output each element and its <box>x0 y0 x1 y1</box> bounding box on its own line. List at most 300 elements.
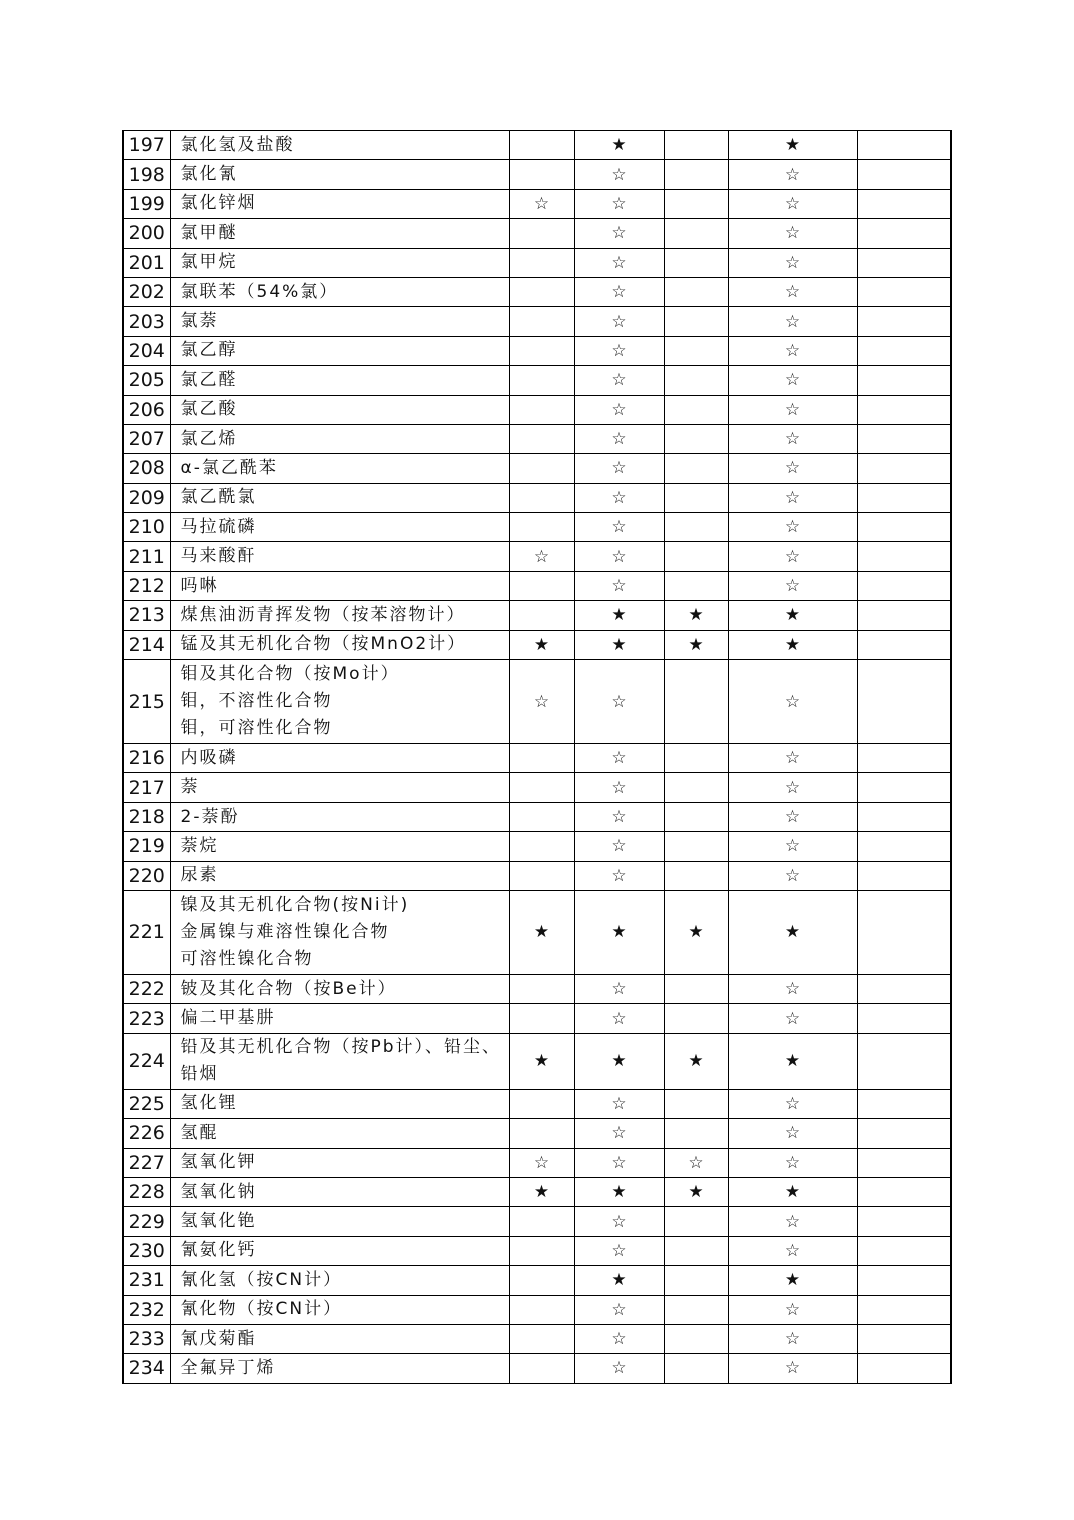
outline-star-icon: ☆ <box>728 513 857 542</box>
outline-star-icon: ☆ <box>574 660 664 744</box>
substance-name <box>170 1177 509 1206</box>
filled-star-icon: ★ <box>574 890 664 974</box>
empty-cell <box>857 336 951 365</box>
outline-star-icon: ☆ <box>574 513 664 542</box>
outline-star-icon: ☆ <box>728 1119 857 1148</box>
filled-star-icon: ★ <box>574 630 664 659</box>
empty-cell <box>664 660 728 744</box>
table-row <box>123 1089 951 1118</box>
filled-star-icon: ★ <box>728 1033 857 1089</box>
substance-name <box>170 454 509 483</box>
substance-name <box>170 571 509 600</box>
outline-star-icon: ☆ <box>574 542 664 571</box>
row-number: 206 <box>123 395 170 424</box>
substance-name-line: 钼，可溶性化合物 <box>180 718 333 739</box>
outline-star-icon: ☆ <box>728 189 857 218</box>
row-number: 232 <box>123 1295 170 1324</box>
substance-name <box>170 483 509 512</box>
substance-name-line: 吗啉 <box>180 575 219 596</box>
empty-cell <box>509 160 574 189</box>
empty-cell <box>857 660 951 744</box>
table-row <box>123 744 951 773</box>
row-number: 216 <box>123 744 170 773</box>
substance-name <box>170 1236 509 1265</box>
empty-cell <box>509 1354 574 1383</box>
empty-cell <box>857 513 951 542</box>
table-row <box>123 366 951 395</box>
outline-star-icon: ☆ <box>728 1148 857 1177</box>
table-row <box>123 1004 951 1033</box>
substance-name <box>170 773 509 802</box>
empty-cell <box>664 336 728 365</box>
substance-name-line: 铅及其无机化合物（按Pb计）、铅尘、 <box>180 1037 502 1058</box>
empty-cell <box>509 307 574 336</box>
filled-star-icon: ★ <box>574 601 664 630</box>
filled-star-icon: ★ <box>664 601 728 630</box>
substance-name <box>170 307 509 336</box>
filled-star-icon: ★ <box>574 1177 664 1206</box>
empty-cell <box>509 336 574 365</box>
row-number: 223 <box>123 1004 170 1033</box>
empty-cell <box>509 219 574 248</box>
substance-name <box>170 744 509 773</box>
empty-cell <box>509 861 574 890</box>
empty-cell <box>664 483 728 512</box>
substance-name-line: 钼及其化合物（按Mo计） <box>180 664 400 685</box>
empty-cell <box>664 1266 728 1295</box>
substance-name-line: 镍及其无机化合物(按Ni计) <box>180 894 410 915</box>
substance-name <box>170 189 509 218</box>
substance-name-line: 氢醌 <box>180 1122 219 1143</box>
outline-star-icon: ☆ <box>574 1089 664 1118</box>
outline-star-icon: ☆ <box>728 1354 857 1383</box>
substance-name <box>170 974 509 1003</box>
substance-name <box>170 832 509 861</box>
table-row <box>123 1207 951 1236</box>
row-number: 197 <box>123 131 170 160</box>
empty-cell <box>664 1119 728 1148</box>
table-row <box>123 1177 951 1206</box>
empty-cell <box>664 832 728 861</box>
empty-cell <box>664 1004 728 1033</box>
empty-cell <box>509 601 574 630</box>
outline-star-icon: ☆ <box>728 395 857 424</box>
outline-star-icon: ☆ <box>574 1324 664 1353</box>
substance-name-line: 铅烟 <box>180 1064 219 1085</box>
empty-cell <box>509 1119 574 1148</box>
outline-star-icon: ☆ <box>509 189 574 218</box>
row-number: 211 <box>123 542 170 571</box>
substance-name <box>170 1266 509 1295</box>
outline-star-icon: ☆ <box>574 395 664 424</box>
substance-name <box>170 513 509 542</box>
outline-star-icon: ☆ <box>728 277 857 306</box>
substance-name-line: 钼，不溶性化合物 <box>180 691 333 712</box>
table-row <box>123 1295 951 1324</box>
empty-cell <box>857 861 951 890</box>
empty-cell <box>509 1207 574 1236</box>
table-row <box>123 1236 951 1265</box>
table-row <box>123 802 951 831</box>
empty-cell <box>509 1004 574 1033</box>
empty-cell <box>664 248 728 277</box>
outline-star-icon: ☆ <box>728 219 857 248</box>
empty-cell <box>857 1148 951 1177</box>
empty-cell <box>857 890 951 974</box>
outline-star-icon: ☆ <box>574 160 664 189</box>
substance-name-line: 马来酸酐 <box>180 546 257 567</box>
substance-name <box>170 336 509 365</box>
row-number: 234 <box>123 1354 170 1383</box>
empty-cell <box>664 1089 728 1118</box>
outline-star-icon: ☆ <box>574 1148 664 1177</box>
row-number: 224 <box>123 1033 170 1089</box>
outline-star-icon: ☆ <box>574 1004 664 1033</box>
outline-star-icon: ☆ <box>574 1119 664 1148</box>
filled-star-icon: ★ <box>574 1033 664 1089</box>
substance-name <box>170 160 509 189</box>
outline-star-icon: ☆ <box>574 454 664 483</box>
empty-cell <box>509 1236 574 1265</box>
outline-star-icon: ☆ <box>728 861 857 890</box>
empty-cell <box>509 424 574 453</box>
row-number: 201 <box>123 248 170 277</box>
substance-name-line: 氯化氢及盐酸 <box>180 134 295 155</box>
substance-name <box>170 542 509 571</box>
substance-name-line: 氯乙醇 <box>180 340 238 361</box>
empty-cell <box>857 1266 951 1295</box>
table-row <box>123 630 951 659</box>
filled-star-icon: ★ <box>728 1266 857 1295</box>
empty-cell <box>664 1354 728 1383</box>
outline-star-icon: ☆ <box>574 1295 664 1324</box>
row-number: 210 <box>123 513 170 542</box>
empty-cell <box>509 454 574 483</box>
outline-star-icon: ☆ <box>509 1148 574 1177</box>
substance-name-line: 氢氧化钾 <box>180 1152 257 1173</box>
empty-cell <box>509 483 574 512</box>
substance-name-line: 2-萘酚 <box>180 806 240 827</box>
filled-star-icon: ★ <box>574 131 664 160</box>
empty-cell <box>857 1354 951 1383</box>
empty-cell <box>664 773 728 802</box>
empty-cell <box>664 366 728 395</box>
empty-cell <box>857 1089 951 1118</box>
row-number: 217 <box>123 773 170 802</box>
substance-name-line: 氯化锌烟 <box>180 193 257 214</box>
empty-cell <box>664 571 728 600</box>
substance-name <box>170 1119 509 1148</box>
row-number: 226 <box>123 1119 170 1148</box>
table-row <box>123 1266 951 1295</box>
empty-cell <box>664 861 728 890</box>
substance-name-line: 氰化物（按CN计） <box>180 1299 343 1320</box>
empty-cell <box>509 248 574 277</box>
row-number: 222 <box>123 974 170 1003</box>
substance-name <box>170 890 509 974</box>
empty-cell <box>664 131 728 160</box>
substance-name <box>170 1295 509 1324</box>
empty-cell <box>509 974 574 1003</box>
row-number: 233 <box>123 1324 170 1353</box>
substance-name-line: 氯甲醚 <box>180 222 238 243</box>
outline-star-icon: ☆ <box>728 366 857 395</box>
table-row <box>123 1324 951 1353</box>
table-row <box>123 454 951 483</box>
row-number: 229 <box>123 1207 170 1236</box>
substance-name-line: 氢氧化铯 <box>180 1211 257 1232</box>
filled-star-icon: ★ <box>728 131 857 160</box>
table-row <box>123 660 951 744</box>
empty-cell <box>509 744 574 773</box>
empty-cell <box>664 802 728 831</box>
outline-star-icon: ☆ <box>728 802 857 831</box>
empty-cell <box>857 1207 951 1236</box>
empty-cell <box>857 1295 951 1324</box>
substance-name-line: 氯乙烯 <box>180 428 238 449</box>
row-number: 230 <box>123 1236 170 1265</box>
outline-star-icon: ☆ <box>728 160 857 189</box>
substance-name-line: 煤焦油沥青挥发物（按苯溶物计） <box>180 604 466 625</box>
substance-name-line: 氯萘 <box>180 311 219 332</box>
row-number: 199 <box>123 189 170 218</box>
empty-cell <box>664 307 728 336</box>
filled-star-icon: ★ <box>664 1033 728 1089</box>
empty-cell <box>664 1295 728 1324</box>
empty-cell <box>509 1295 574 1324</box>
empty-cell <box>664 424 728 453</box>
empty-cell <box>857 1236 951 1265</box>
filled-star-icon: ★ <box>728 630 857 659</box>
outline-star-icon: ☆ <box>728 424 857 453</box>
substance-name <box>170 660 509 744</box>
table-body <box>123 131 951 1384</box>
table-row <box>123 219 951 248</box>
empty-cell <box>664 219 728 248</box>
empty-cell <box>857 1033 951 1089</box>
substance-name <box>170 1207 509 1236</box>
filled-star-icon: ★ <box>664 630 728 659</box>
table-row <box>123 189 951 218</box>
table-row <box>123 1119 951 1148</box>
table-row <box>123 424 951 453</box>
row-number: 203 <box>123 307 170 336</box>
empty-cell <box>664 160 728 189</box>
table-row <box>123 1148 951 1177</box>
substance-name-line: α-氯乙酰苯 <box>180 457 278 478</box>
outline-star-icon: ☆ <box>728 1207 857 1236</box>
table-row <box>123 974 951 1003</box>
outline-star-icon: ☆ <box>728 336 857 365</box>
empty-cell <box>664 395 728 424</box>
empty-cell <box>857 1177 951 1206</box>
substance-name-line: 尿素 <box>180 865 219 886</box>
outline-star-icon: ☆ <box>574 307 664 336</box>
row-number: 198 <box>123 160 170 189</box>
empty-cell <box>857 542 951 571</box>
substance-name-line: 氯联苯（54%氯） <box>180 281 339 302</box>
substance-name <box>170 1089 509 1118</box>
substance-name <box>170 366 509 395</box>
outline-star-icon: ☆ <box>574 483 664 512</box>
outline-star-icon: ☆ <box>574 219 664 248</box>
outline-star-icon: ☆ <box>728 832 857 861</box>
empty-cell <box>857 307 951 336</box>
substance-name <box>170 424 509 453</box>
empty-cell <box>509 773 574 802</box>
empty-cell <box>509 571 574 600</box>
table-row <box>123 1033 951 1089</box>
substance-name <box>170 630 509 659</box>
empty-cell <box>857 1004 951 1033</box>
outline-star-icon: ☆ <box>728 571 857 600</box>
filled-star-icon: ★ <box>728 601 857 630</box>
substance-name-line: 氯乙醛 <box>180 369 238 390</box>
table-row <box>123 832 951 861</box>
outline-star-icon: ☆ <box>728 974 857 1003</box>
table-row <box>123 160 951 189</box>
table-row <box>123 307 951 336</box>
substance-name <box>170 1033 509 1089</box>
outline-star-icon: ☆ <box>728 454 857 483</box>
row-number: 204 <box>123 336 170 365</box>
row-number: 228 <box>123 1177 170 1206</box>
substance-name <box>170 277 509 306</box>
outline-star-icon: ☆ <box>728 483 857 512</box>
outline-star-icon: ☆ <box>574 802 664 831</box>
outline-star-icon: ☆ <box>574 773 664 802</box>
table-row <box>123 601 951 630</box>
row-number: 231 <box>123 1266 170 1295</box>
filled-star-icon: ★ <box>664 890 728 974</box>
substance-name-line: 氢化锂 <box>180 1093 238 1114</box>
hazard-table <box>122 130 952 1384</box>
empty-cell <box>857 366 951 395</box>
row-number: 219 <box>123 832 170 861</box>
empty-cell <box>509 1089 574 1118</box>
substance-name-line: 内吸磷 <box>180 747 238 768</box>
empty-cell <box>664 542 728 571</box>
empty-cell <box>857 248 951 277</box>
substance-name-line: 偏二甲基肼 <box>180 1008 276 1029</box>
empty-cell <box>509 802 574 831</box>
filled-star-icon: ★ <box>509 890 574 974</box>
outline-star-icon: ☆ <box>509 542 574 571</box>
empty-cell <box>509 131 574 160</box>
table-row <box>123 248 951 277</box>
empty-cell <box>664 1207 728 1236</box>
empty-cell <box>857 744 951 773</box>
row-number: 220 <box>123 861 170 890</box>
substance-name <box>170 802 509 831</box>
substance-name-line: 氰氨化钙 <box>180 1240 257 1261</box>
substance-name-line: 氯化氰 <box>180 164 238 185</box>
substance-name-line: 氯乙酸 <box>180 399 238 420</box>
substance-name <box>170 395 509 424</box>
empty-cell <box>857 773 951 802</box>
substance-name-line: 氯甲烷 <box>180 252 238 273</box>
empty-cell <box>857 160 951 189</box>
empty-cell <box>857 974 951 1003</box>
substance-name-line: 氰化氢（按CN计） <box>180 1269 343 1290</box>
empty-cell <box>857 601 951 630</box>
substance-name <box>170 1324 509 1353</box>
filled-star-icon: ★ <box>509 630 574 659</box>
empty-cell <box>664 1324 728 1353</box>
table-row <box>123 483 951 512</box>
outline-star-icon: ☆ <box>728 773 857 802</box>
outline-star-icon: ☆ <box>728 307 857 336</box>
empty-cell <box>857 189 951 218</box>
empty-cell <box>857 630 951 659</box>
empty-cell <box>857 277 951 306</box>
empty-cell <box>857 395 951 424</box>
row-number: 227 <box>123 1148 170 1177</box>
outline-star-icon: ☆ <box>574 571 664 600</box>
row-number: 212 <box>123 571 170 600</box>
table-row <box>123 131 951 160</box>
outline-star-icon: ☆ <box>574 189 664 218</box>
table-row <box>123 890 951 974</box>
substance-name-line: 氯乙酰氯 <box>180 487 257 508</box>
substance-name <box>170 1354 509 1383</box>
empty-cell <box>857 1119 951 1148</box>
substance-name-line: 锰及其无机化合物（按MnO2计） <box>180 634 467 655</box>
table-row <box>123 336 951 365</box>
outline-star-icon: ☆ <box>574 832 664 861</box>
substance-name <box>170 219 509 248</box>
empty-cell <box>509 513 574 542</box>
outline-star-icon: ☆ <box>728 1089 857 1118</box>
empty-cell <box>857 832 951 861</box>
substance-name <box>170 861 509 890</box>
empty-cell <box>509 1266 574 1295</box>
outline-star-icon: ☆ <box>574 1236 664 1265</box>
substance-name-line: 萘 <box>180 777 200 798</box>
outline-star-icon: ☆ <box>574 974 664 1003</box>
table-row <box>123 861 951 890</box>
row-number: 209 <box>123 483 170 512</box>
row-number: 205 <box>123 366 170 395</box>
table-row <box>123 773 951 802</box>
empty-cell <box>857 424 951 453</box>
table-row <box>123 542 951 571</box>
empty-cell <box>857 571 951 600</box>
empty-cell <box>664 974 728 1003</box>
empty-cell <box>857 802 951 831</box>
outline-star-icon: ☆ <box>664 1148 728 1177</box>
filled-star-icon: ★ <box>728 1177 857 1206</box>
outline-star-icon: ☆ <box>728 1004 857 1033</box>
outline-star-icon: ☆ <box>728 542 857 571</box>
row-number: 208 <box>123 454 170 483</box>
empty-cell <box>664 277 728 306</box>
substance-name-line: 铍及其化合物（按Be计） <box>180 978 397 999</box>
outline-star-icon: ☆ <box>509 660 574 744</box>
empty-cell <box>509 277 574 306</box>
outline-star-icon: ☆ <box>574 1207 664 1236</box>
substance-name-line: 可溶性镍化合物 <box>180 948 314 969</box>
table-row <box>123 513 951 542</box>
substance-name <box>170 601 509 630</box>
outline-star-icon: ☆ <box>574 744 664 773</box>
empty-cell <box>857 131 951 160</box>
empty-cell <box>509 366 574 395</box>
substance-name <box>170 1004 509 1033</box>
empty-cell <box>857 454 951 483</box>
row-number: 200 <box>123 219 170 248</box>
filled-star-icon: ★ <box>574 1266 664 1295</box>
